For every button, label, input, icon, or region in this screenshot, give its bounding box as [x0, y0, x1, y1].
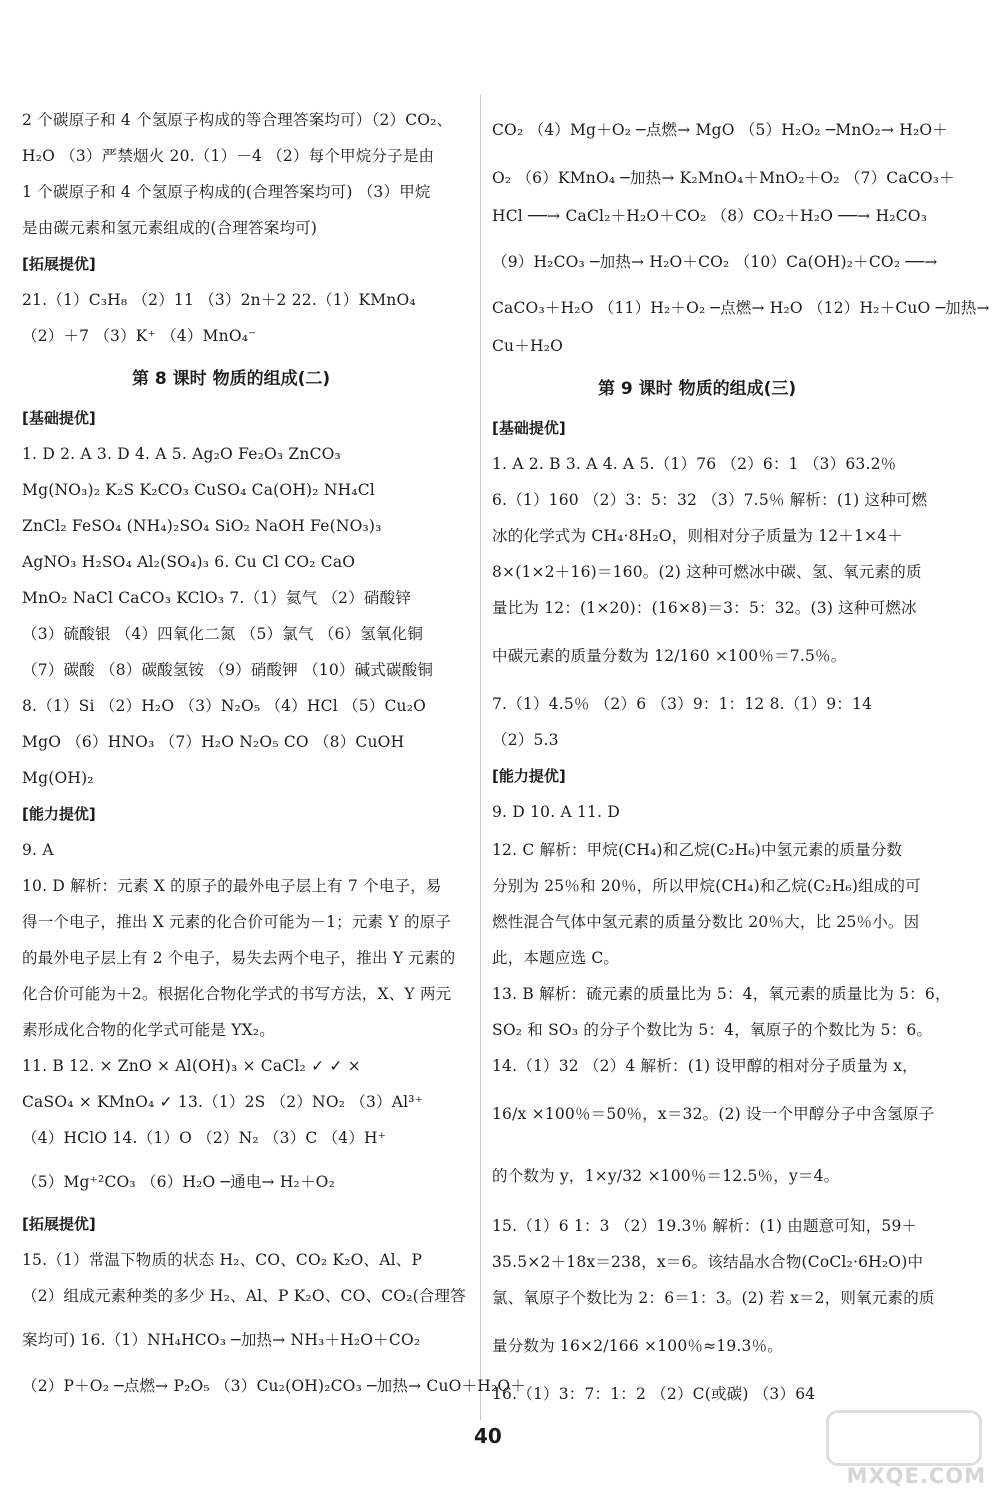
left-text-line: （2）P＋O₂ ─点燃→ P₂O₅ （3）Cu₂(OH)₂CO₃ ─加热→ CuO＋H₂O＋	[22, 1377, 526, 1395]
left-text-line: 8.（1）Si （2）H₂O （3）N₂O₅ （4）HCl （5）Cu₂O	[22, 697, 427, 715]
watermark-logo-icon	[826, 1410, 982, 1466]
section-tuozhan: [拓展提优]	[22, 1215, 96, 1233]
left-text-line: （7）碳酸 （8）碳酸氢铵 （9）硝酸钾 （10）碱式碳酸铜	[22, 661, 434, 679]
right-text-line: 量比为 12：(1×20)：(16×8)＝3：5：32。(3) 这种可燃冰	[492, 599, 917, 617]
left-text-line: AgNO₃ H₂SO₄ Al₂(SO₄)₃ 6. Cu Cl CO₂ CaO	[22, 553, 356, 571]
left-text-line: 15.（1）常温下物质的状态 H₂、CO、CO₂ K₂O、Al、P	[22, 1251, 423, 1269]
column-divider	[480, 95, 481, 1420]
left-text-line: 化合价可能为＋2。根据化合物化学式的书写方法，X、Y 两元	[22, 985, 452, 1003]
lesson-9-heading: 第 9 课时 物质的组成(三)	[598, 379, 797, 399]
right-text-line: 16/x ×100％＝50％，x＝32。(2) 设一个甲醇分子中含氢原子	[492, 1105, 935, 1123]
left-text-line: （5）Mg⁺²CO₃ （6）H₂O ─通电→ H₂＋O₂	[22, 1173, 335, 1191]
right-text-line: 13. B 解析：硫元素的质量比为 5：4，氧元素的质量比为 5：6，	[492, 985, 951, 1003]
left-text-line: 1 个碳原子和 4 个氢原子构成的(合理答案均可) （3）甲烷	[22, 183, 431, 201]
left-text-line: 10. D 解析：元素 X 的原子的最外电子层上有 7 个电子，易	[22, 877, 442, 895]
left-text-line: 是由碳元素和氢元素组成的(合理答案均可)	[22, 219, 318, 237]
right-text-line: 12. C 解析：甲烷(CH₄)和乙烷(C₂H₆)中氢元素的质量分数	[492, 841, 903, 859]
left-text-line: （3）硫酸银 （4）四氧化二氮 （5）氯气 （6）氢氧化铜	[22, 625, 424, 643]
right-text-line: 14.（1）32 （2）4 解析：(1) 设甲醇的相对分子质量为 x，	[492, 1057, 918, 1075]
right-text-line: 燃性混合气体中氢元素的质量分数比 20％大，比 25％小。因	[492, 913, 920, 931]
right-text-line: 的个数为 y，1×y/32 ×100％＝12.5％，y＝4。	[492, 1167, 840, 1185]
left-text-line: 9. A	[22, 841, 54, 859]
right-text-line: CO₂ （4）Mg＋O₂ ─点燃→ MgO （5）H₂O₂ ─MnO₂→ H₂O＋	[492, 121, 948, 139]
left-text-line: （2）组成元素种类的多少 H₂、Al、P K₂O、CO、CO₂(合理答	[22, 1287, 466, 1305]
section-jichu: [基础提优]	[22, 409, 96, 427]
right-text-line: HCl ──→ CaCl₂＋H₂O＋CO₂ （8）CO₂＋H₂O ──→ H₂CO₃	[492, 207, 928, 225]
left-text-line: 11. B 12. × ZnO × Al(OH)₃ × CaCl₂ ✓ ✓ ×	[22, 1057, 361, 1075]
right-text-line: 6.（1）160 （2）3：5：32 （3）7.5％ 解析：(1) 这种可燃	[492, 491, 928, 509]
lesson-8-heading: 第 8 课时 物质的组成(二)	[132, 369, 331, 389]
left-text-line: 素形成化合物的化学式可能是 YX₂。	[22, 1021, 276, 1039]
right-text-line: 此，本题应选 C。	[492, 949, 620, 967]
right-text-line: 分别为 25％和 20％，所以甲烷(CH₄)和乙烷(C₂H₆)组成的可	[492, 877, 921, 895]
watermark	[820, 1410, 990, 1488]
right-text-line: 15.（1）6 1：3 （2）19.3％ 解析：(1) 由题意可知，59＋	[492, 1217, 918, 1235]
section-tuozhan: [拓展提优]	[22, 255, 96, 273]
left-text-line: 的最外电子层上有 2 个电子，易失去两个电子，推出 Y 元素的	[22, 949, 456, 967]
right-text-line: 8×(1×2＋16)＝160。(2) 这种可燃冰中碳、氢、氧元素的质	[492, 563, 922, 581]
right-text-line: Cu＋H₂O	[492, 337, 563, 355]
section-nengli: [能力提优]	[22, 805, 96, 823]
left-text-line: Mg(NO₃)₂ K₂S K₂CO₃ CuSO₄ Ca(OH)₂ NH₄Cl	[22, 481, 375, 499]
watermark-text: MXQE.COM	[846, 1464, 986, 1488]
left-text-line: （2）＋7 （3）K⁺ （4）MnO₄⁻	[22, 327, 257, 345]
right-text-line: SO₂ 和 SO₃ 的分子个数比为 5：4，氧原子的个数比为 5：6。	[492, 1021, 933, 1039]
right-text-line: 9. D 10. A 11. D	[492, 803, 620, 821]
right-text-line: 冰的化学式为 CH₄·8H₂O，则相对分子质量为 12＋1×4＋	[492, 527, 904, 545]
right-text-line: 35.5×2＋18x＝238，x＝6。该结晶水合物(CoCl₂·6H₂O)中	[492, 1253, 924, 1271]
left-text-line: H₂O （3）严禁烟火 20.（1）－4 （2）每个甲烷分子是由	[22, 147, 435, 165]
section-nengli: [能力提优]	[492, 767, 566, 785]
right-text-line: 16.（1）3：7：1：2 （2）C(或碳) （3）64	[492, 1385, 816, 1403]
left-text-line: Mg(OH)₂	[22, 769, 94, 787]
right-text-line: CaCO₃＋H₂O （11）H₂＋O₂ ─点燃→ H₂O （12）H₂＋CuO ─加热→	[492, 299, 990, 317]
right-text-line: 中碳元素的质量分数为 12/160 ×100％＝7.5％。	[492, 647, 847, 665]
left-text-line: CaSO₄ × KMnO₄ ✓ 13.（1）2S （2）NO₂ （3）Al³⁺	[22, 1093, 424, 1111]
left-text-line: 1. D 2. A 3. D 4. A 5. Ag₂O Fe₂O₃ ZnCO₃	[22, 445, 341, 463]
right-text-line: （9）H₂CO₃ ─加热→ H₂O＋CO₂ （10）Ca(OH)₂＋CO₂ ──→	[492, 253, 938, 271]
left-text-line: 21.（1）C₃H₈ （2）11 （3）2n＋2 22.（1）KMnO₄	[22, 291, 416, 309]
left-text-line: MnO₂ NaCl CaCO₃ KClO₃ 7.（1）氦气 （2）硝酸锌	[22, 589, 412, 607]
left-text-line: MgO （6）HNO₃ （7）H₂O N₂O₅ CO （8）CuOH	[22, 733, 405, 751]
right-text-line: 1. A 2. B 3. A 4. A 5.（1）76 （2）6：1 （3）63.2％	[492, 455, 897, 473]
left-text-line: （4）HClO 14.（1）O （2）N₂ （3）C （4）H⁺	[22, 1129, 387, 1147]
left-text-line: 案均可) 16.（1）NH₄HCO₃ ─加热→ NH₃＋H₂O＋CO₂	[22, 1331, 421, 1349]
section-jichu: [基础提优]	[492, 419, 566, 437]
right-text-line: 氯、氧原子个数比为 2：6＝1：3。(2) 若 x＝2，则氧元素的质	[492, 1289, 935, 1307]
left-text-line: 2 个碳原子和 4 个氢原子构成的等合理答案均可）（2）CO₂、	[22, 111, 453, 129]
left-text-line: ZnCl₂ FeSO₄ (NH₄)₂SO₄ SiO₂ NaOH Fe(NO₃)₃	[22, 517, 382, 535]
right-text-line: （2）5.3	[492, 731, 559, 749]
page-number: 40	[474, 1424, 502, 1448]
right-text-line: O₂ （6）KMnO₄ ─加热→ K₂MnO₄＋MnO₂＋O₂ （7）CaCO₃＋	[492, 169, 955, 187]
left-text-line: 得一个电子，推出 X 元素的化合价可能为－1；元素 Y 的原子	[22, 913, 452, 931]
right-text-line: 量分数为 16×2/166 ×100％≈19.3％。	[492, 1337, 784, 1355]
right-text-line: 7.（1）4.5％ （2）6 （3）9：1：12 8.（1）9：14	[492, 695, 873, 713]
